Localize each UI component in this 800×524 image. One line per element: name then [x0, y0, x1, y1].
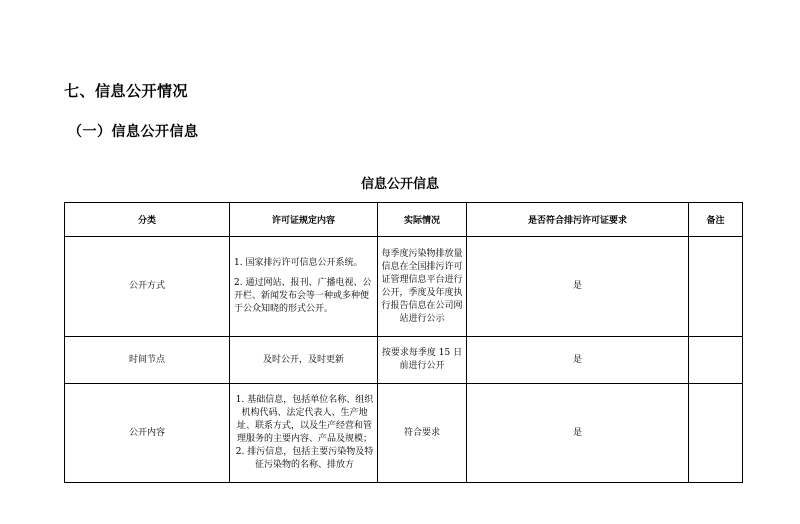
header-category: 分类 [65, 203, 230, 237]
requirement-cell [230, 384, 378, 483]
category-cell: 公开内容 [65, 384, 230, 483]
requirement-cell [230, 237, 378, 337]
remark-cell [689, 337, 743, 384]
compliant-cell: 是 [467, 384, 689, 483]
actual-cell: 每季度污染物排放量信息在全国排污许可证管理信息平台进行公开，季度及年度执行报告信息在公司网站进行公示 [378, 237, 467, 337]
remark-cell [689, 237, 743, 337]
table-row [65, 237, 743, 337]
category-cell: 时间节点 [65, 337, 230, 384]
actual-cell: 符合要求 [378, 384, 467, 483]
header-compliant: 是否符合排污许可证要求 [467, 203, 689, 237]
subsection-title: （一）信息公开信息 [68, 124, 199, 140]
requirement-item: 1. 国家排污许可信息公开系统。 [234, 258, 363, 268]
remark-cell [689, 384, 743, 483]
compliant-cell: 是 [467, 337, 689, 384]
actual-cell: 按要求每季度 15 日前进行公开 [378, 337, 467, 384]
table-row [65, 337, 743, 384]
header-remark: 备注 [689, 203, 743, 237]
header-actual: 实际情况 [378, 203, 467, 237]
requirement-item: 1. 基础信息，包括单位名称、组织机构代码、法定代表人、生产地址、联系方式，以及生产经营和管理服务的主要内容、产品及规模； [235, 395, 374, 444]
table-caption: 信息公开信息 [360, 177, 439, 192]
info-disclosure-table [64, 202, 743, 483]
header-requirement: 许可证规定内容 [230, 203, 378, 237]
requirement-item: 2. 排污信息，包括主要污染物及特征污染物的名称、排放方 [235, 447, 374, 470]
compliant-cell: 是 [467, 237, 689, 337]
requirement-item: 2. 通过网站、报刊、广播电视、公开栏、新闻发布会等一种或多种便于公众知晓的形式公开。 [234, 278, 372, 314]
section-title: 七、信息公开情况 [64, 82, 189, 100]
table-header-row [65, 203, 743, 237]
requirement-cell: 及时公开，及时更新 [230, 337, 378, 384]
category-cell: 公开方式 [65, 237, 230, 337]
table-row [65, 384, 743, 483]
